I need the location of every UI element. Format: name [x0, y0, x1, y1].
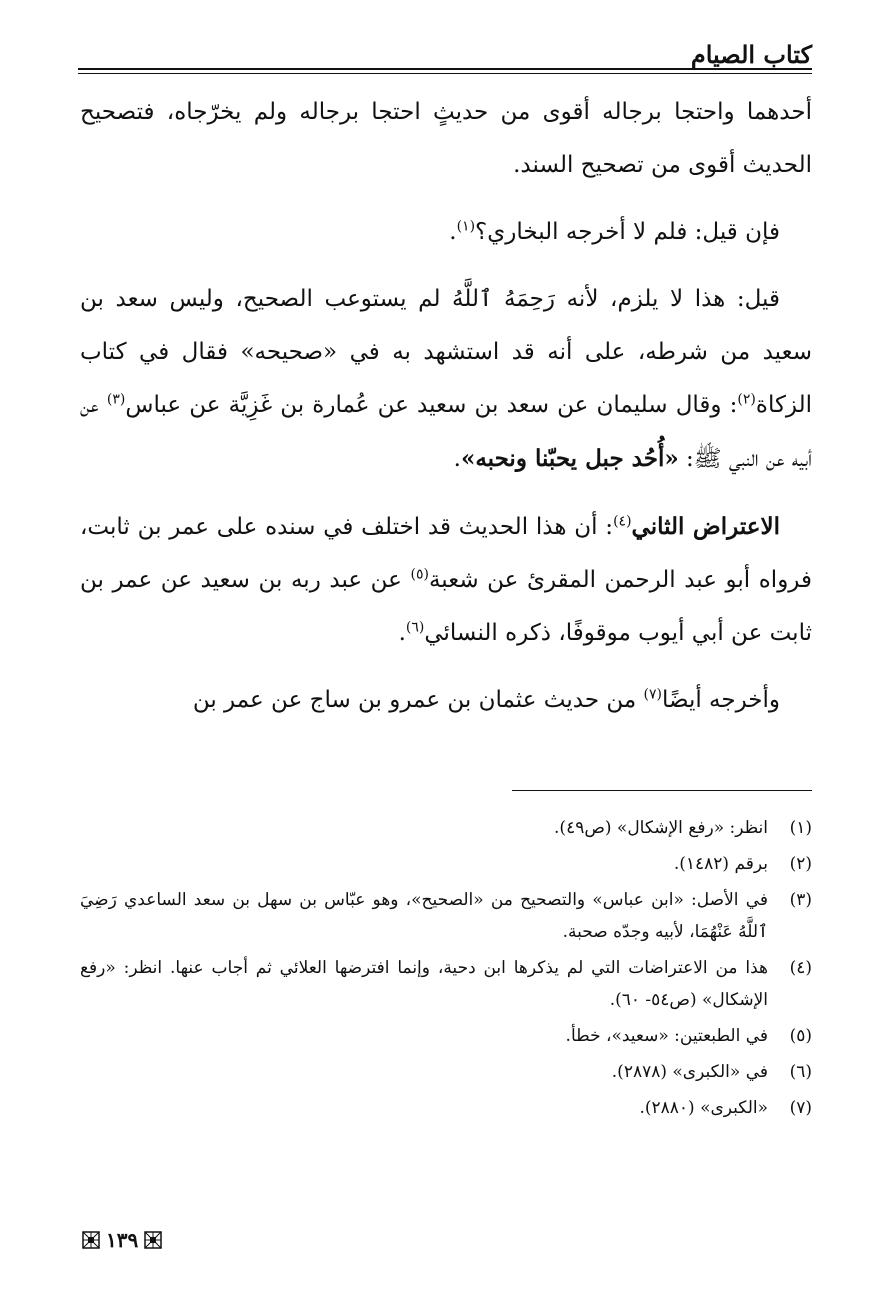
paragraph-4-end: .: [398, 620, 406, 646]
footnote-text: انظر: «رفع الإشكال» (ص٤٩).: [554, 818, 768, 838]
footnote-number: (٦): [789, 1062, 812, 1082]
footnote-separator: [512, 790, 812, 791]
footnote-item: [80, 1056, 812, 1088]
paragraph-2-text: فإن قيل: فلم لا أخرجه البخاري؟: [475, 219, 780, 245]
ornament-square-icon: [82, 1231, 100, 1249]
header-rule-thin: [78, 73, 812, 74]
header-rule-thick: [78, 68, 812, 70]
footnote-item: [80, 1092, 812, 1124]
main-text: [80, 86, 812, 727]
paragraph-3: [80, 273, 812, 486]
paragraph-1: أحدهما واحتجا برجاله أقوى من حديثٍ احتجا برجاله ولم يخرّجاه، فتصحيح الحديث أقوى من تصحيح السند.: [80, 99, 812, 178]
footnote-text: في الأصل: «ابن عباس» والتصحيح من «الصحيح»، وهو عبّاس بن سهل بن سعد الساعدي رَضِيَ ٱللَّهُ عَنْهُمَا، لأبيه وجدّه صحبة.: [80, 890, 768, 942]
paragraph-2-end: .: [449, 219, 457, 245]
footnote-number: (٣): [789, 890, 812, 910]
footnote-item: [80, 848, 812, 880]
footnote-item: [80, 952, 812, 1016]
footnote-number: (٥): [789, 1026, 812, 1046]
hadith-quote: «أُحُد جبل يحبّنا ونحبه»: [460, 445, 679, 472]
paragraph-4-text-2: عن عبد ربه بن سعيد عن عمر بن ثابت عن أبي أيوب موقوفًا، ذكره النسائي: [80, 567, 812, 646]
paragraph-3-text-1: قيل: هذا لا يلزم، لأنه رَحِمَهُ ٱللَّهُ لم يستوعب الصحيح، وليس سعد بن سعيد من شرطه، على أنه قد استشهد به في «صحيحه» فقال في كتاب الزكاة: [80, 286, 812, 418]
footnote-item: [80, 884, 812, 948]
footnote-ref-2[interactable]: (٢): [737, 391, 756, 408]
footnote-ref-1[interactable]: (١): [456, 218, 476, 235]
paragraph-5-text-2: من حديث عثمان بن عمرو بن ساج عن عمر بن: [192, 687, 644, 713]
footnote-ref-3[interactable]: (٣): [106, 391, 126, 408]
footnote-text: هذا من الاعتراضات التي لم يذكرها ابن دحية، وإنما افترضها العلائي ثم أجاب عنها. انظر: «رفع الإشكال» (ص٥٤- ٦٠).: [80, 958, 768, 1010]
footnote-text: في «الكبرى» (٢٨٧٨).: [611, 1062, 768, 1082]
paragraph-4-text-1: : أن هذا الحديث قد اختلف في سنده على عمر بن ثابت، فرواه أبو عبد الرحمن المقرئ عن شعبة: [80, 514, 812, 593]
paragraph-5-text-1: وأخرجه أيضًا: [661, 687, 780, 713]
paragraph-5: [80, 674, 812, 727]
footnote-ref-5[interactable]: (٥): [410, 566, 429, 583]
paragraph-2: [80, 206, 812, 259]
footnote-item: [80, 1020, 812, 1052]
footnotes: [80, 812, 812, 1128]
page-number: ١٣٩: [106, 1228, 139, 1252]
footnote-ref-7[interactable]: (٧): [643, 686, 662, 703]
running-header-title: كتاب الصيام: [690, 40, 812, 69]
paragraph-3-text-3: عن أبيه عن النبي ﷺ:: [80, 392, 812, 472]
footnote-text: «الكبرى» (٢٨٨٠).: [639, 1098, 768, 1118]
paragraph-3-end: .: [453, 446, 461, 472]
footnote-number: (٧): [789, 1098, 812, 1118]
paragraph-4: [80, 500, 812, 660]
footnote-number: (٢): [789, 854, 812, 874]
ornament-square-icon: [144, 1231, 162, 1249]
footnote-text: برقم (١٤٨٢).: [673, 854, 768, 874]
footnote-ref-4[interactable]: (٤): [613, 513, 632, 530]
paragraph-3-text-2: : وقال سليمان عن سعد بن سعيد عن عُمارة بن غَزِيَّة عن عباس: [125, 392, 738, 418]
footnote-item: [80, 812, 812, 844]
footnote-text: في الطبعتين: «سعيد»، خطأ.: [565, 1026, 768, 1046]
page-number-block: [82, 1228, 162, 1252]
objection-heading: الاعتراض الثاني: [631, 513, 780, 540]
footnote-number: (٤): [789, 958, 812, 978]
footnote-number: (١): [789, 818, 812, 838]
footnote-ref-6[interactable]: (٦): [405, 619, 425, 636]
